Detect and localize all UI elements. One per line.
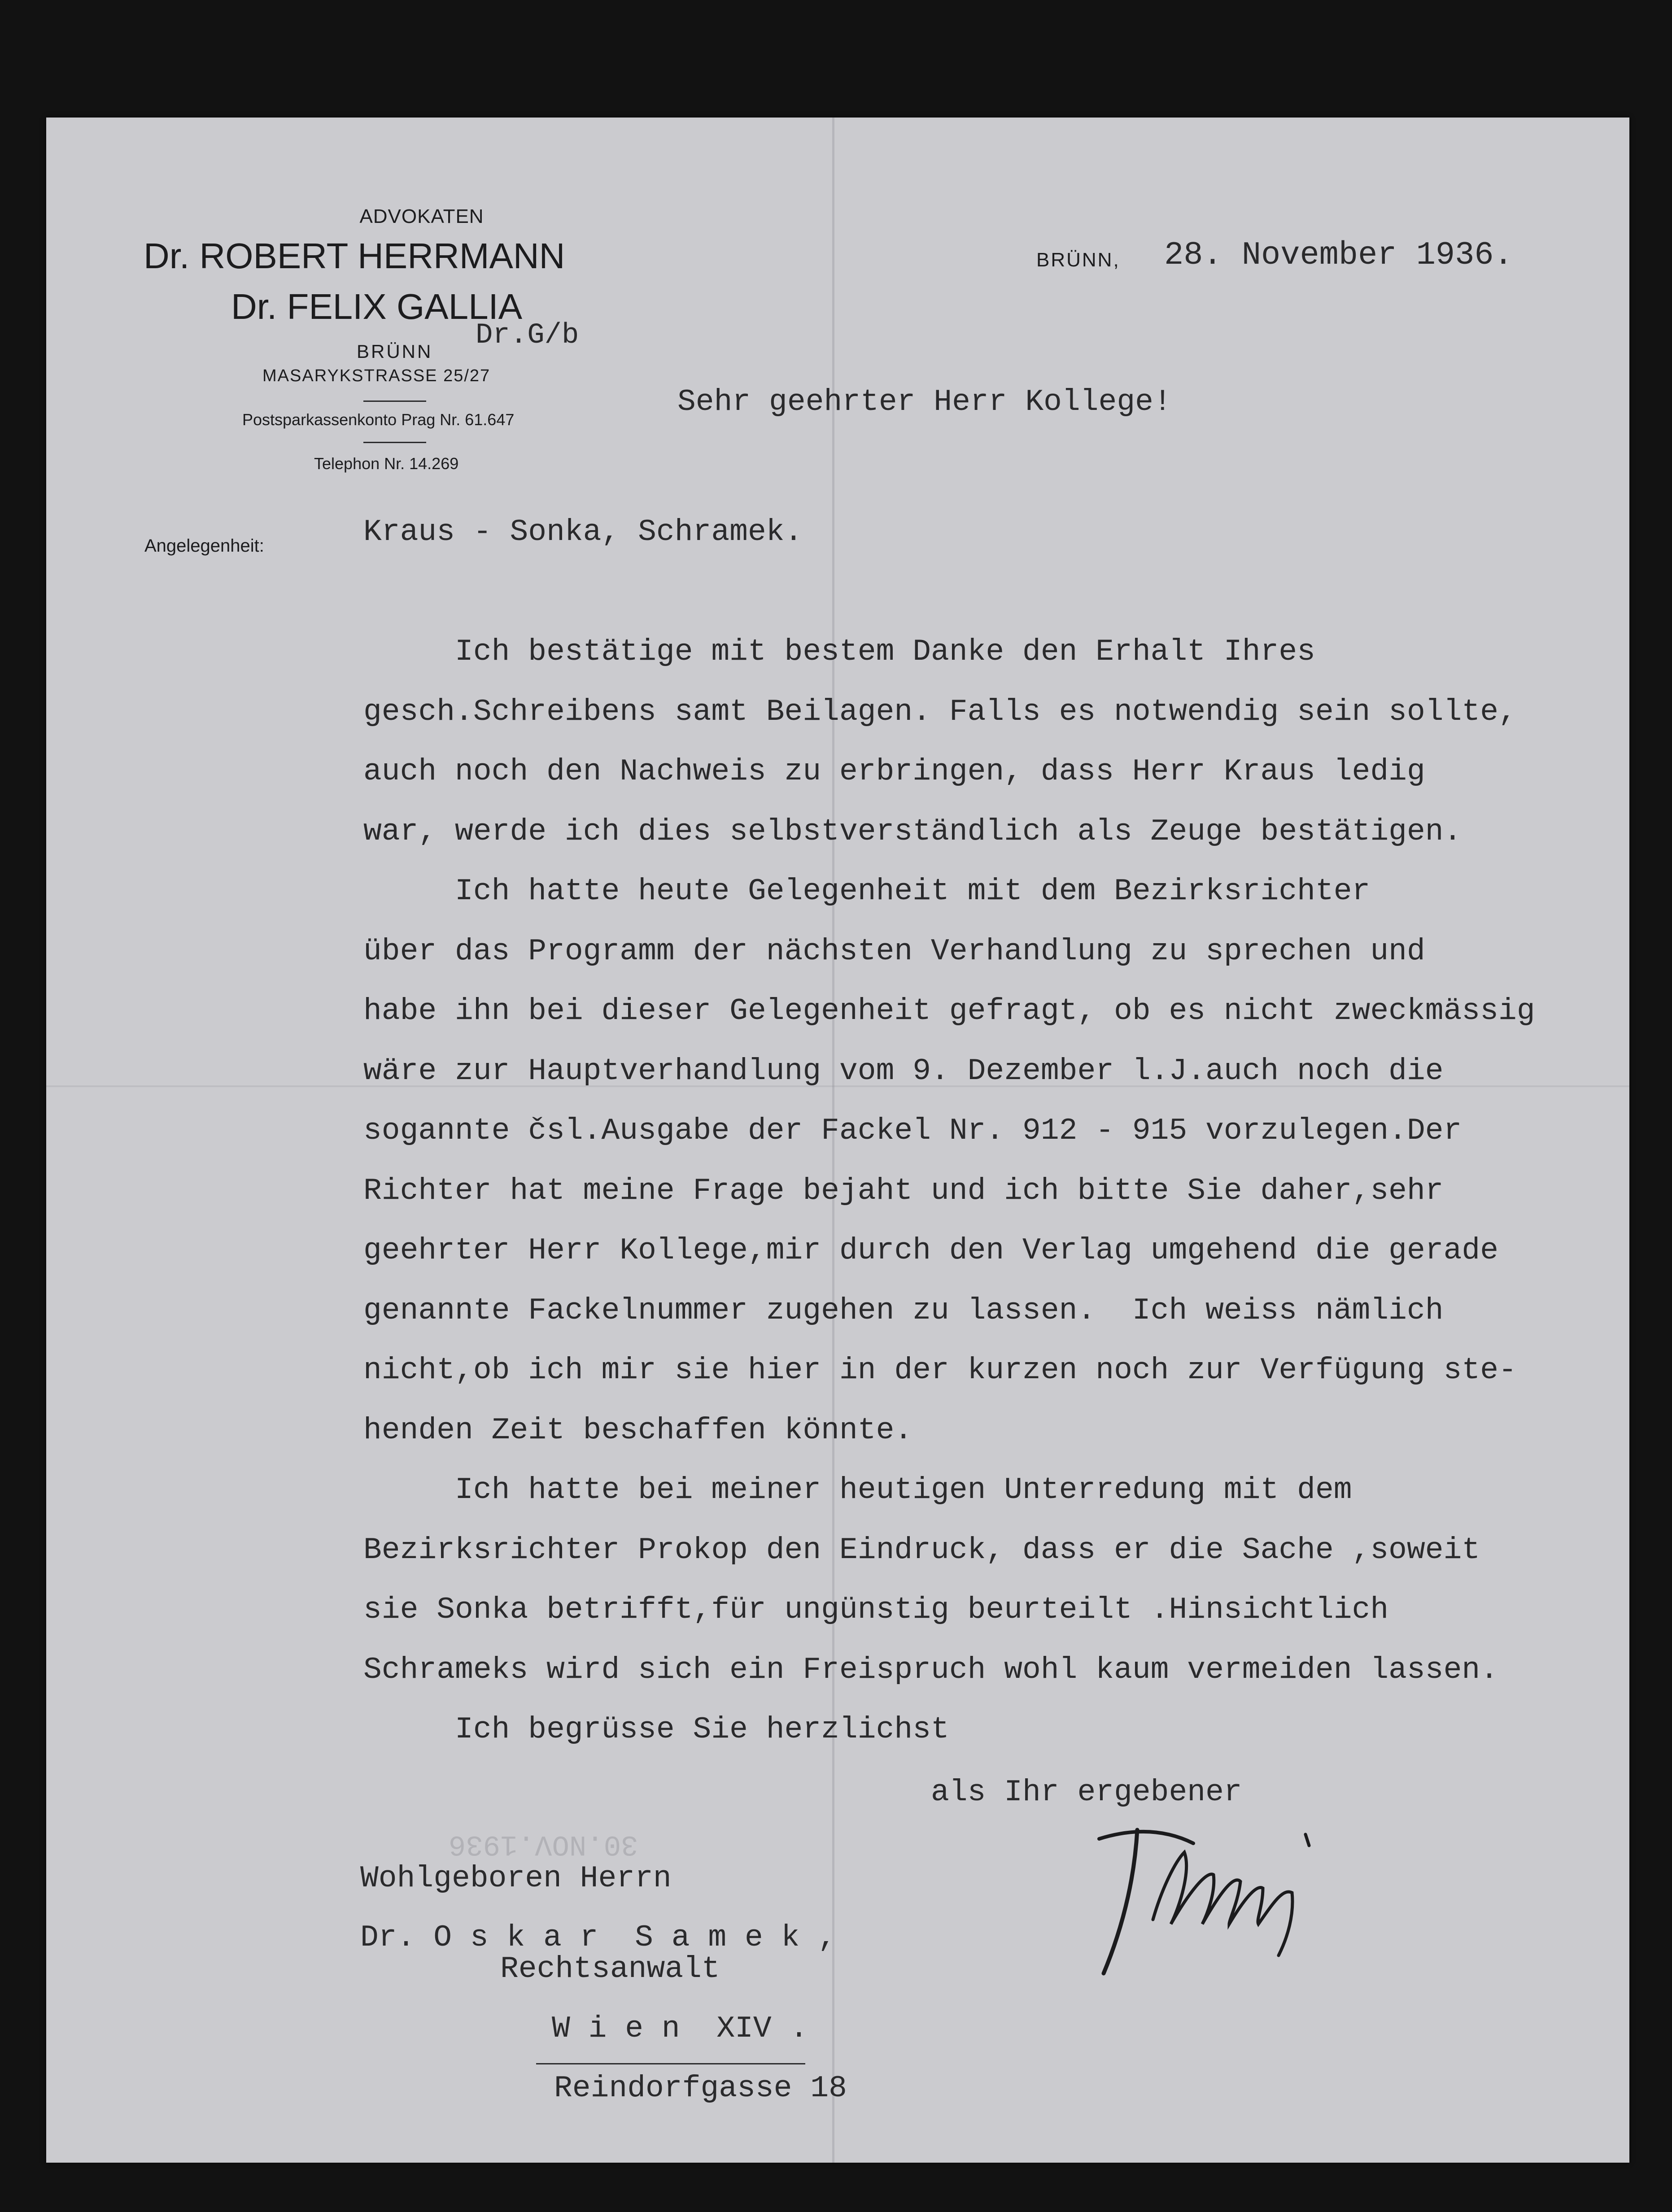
body-line: war, werde ich dies selbstverständlich als Zeuge bestätigen. — [363, 814, 1462, 849]
body-line: nicht,ob ich mir sie hier in der kurzen noch zur Verfügung ste- — [363, 1353, 1517, 1388]
letter-date: 28. November 1936. — [1164, 237, 1513, 274]
letterhead-profession: ADVOKATEN — [359, 205, 484, 227]
body-line: Ich begrüsse Sie herzlichst — [363, 1712, 949, 1747]
handwritten-signature — [1095, 1803, 1337, 1982]
body-line: Richter hat meine Frage bejaht und ich bitte Sie daher,sehr — [363, 1173, 1444, 1208]
letterhead-street: MASARYKSTRASSE 25/27 — [262, 366, 491, 385]
body-line: über das Programm der nächsten Verhandlung zu sprechen und — [363, 934, 1425, 969]
letterhead-postal-account: Postsparkassenkonto Prag Nr. 61.647 — [242, 410, 515, 429]
addressee-underline — [536, 2063, 805, 2064]
body-line: gesch.Schreibens samt Beilagen. Falls es notwendig sein sollte, — [363, 694, 1517, 729]
body-line: Bezirksrichter Prokop den Eindruck, dass er die Sache ,soweit — [363, 1533, 1480, 1568]
date-city: BRÜNN, — [1036, 249, 1120, 271]
addressee-salutation: Wohlgeboren Herrn — [360, 1861, 672, 1896]
body-line: habe ihn bei dieser Gelegenheit gefragt, ob es nicht zweckmässig — [363, 994, 1535, 1028]
body-line: Ich hatte bei meiner heutigen Unterredung mit dem — [363, 1473, 1352, 1507]
body-line: sie Sonka betrifft,für ungünstig beurteilt .Hinsichtlich — [363, 1593, 1389, 1627]
matter-subject: Kraus - Sonka, Schramek. — [363, 515, 803, 549]
letterhead-telephone: Telephon Nr. 14.269 — [314, 454, 459, 473]
letterhead-name-herrmann: Dr. ROBERT HERRMANN — [144, 236, 565, 276]
addressee-city: W i e n XIV . — [552, 2012, 808, 2046]
received-stamp: 30.NOV.1936 — [449, 1828, 638, 1860]
matter-label: Angelegenheit: — [144, 536, 264, 556]
body-line: geehrter Herr Kollege,mir durch den Verlag umgehend die gerade — [363, 1233, 1499, 1268]
body-line: auch noch den Nachweis zu erbringen, dass Herr Kraus ledig — [363, 754, 1425, 789]
body-line: Schrameks wird sich ein Freispruch wohl kaum vermeiden lassen. — [363, 1652, 1499, 1687]
addressee-title: Rechtsanwalt — [500, 1952, 720, 1986]
body-line: Ich bestätige mit bestem Danke den Erhalt Ihres — [363, 635, 1315, 669]
letterhead-name-gallia: Dr. FELIX GALLIA — [231, 287, 523, 327]
letterhead-city: BRÜNN — [357, 341, 433, 362]
salutation: Sehr geehrter Herr Kollege! — [677, 385, 1172, 419]
body-line: wäre zur Hauptverhandlung vom 9. Dezember l.J.auch noch die — [363, 1054, 1444, 1089]
addressee-street: Reindorfgasse 18 — [554, 2071, 847, 2106]
body-line: Ich hatte heute Gelegenheit mit dem Bezirksrichter — [363, 874, 1371, 909]
body-line: sogannte čsl.Ausgabe der Fackel Nr. 912 - 915 vorzulegen.Der — [363, 1114, 1462, 1148]
addressee-name: Dr. O s k a r S a m e k , — [360, 1920, 836, 1955]
closing-phrase: als Ihr ergebener — [931, 1775, 1242, 1810]
reference-initials: Dr.G/b — [476, 319, 579, 352]
letterhead-rule-2 — [363, 442, 426, 443]
letterhead-rule-1 — [363, 401, 426, 402]
body-line: henden Zeit beschaffen könnte. — [363, 1413, 913, 1448]
body-line: genannte Fackelnummer zugehen zu lassen. Ich weiss nämlich — [363, 1293, 1444, 1328]
